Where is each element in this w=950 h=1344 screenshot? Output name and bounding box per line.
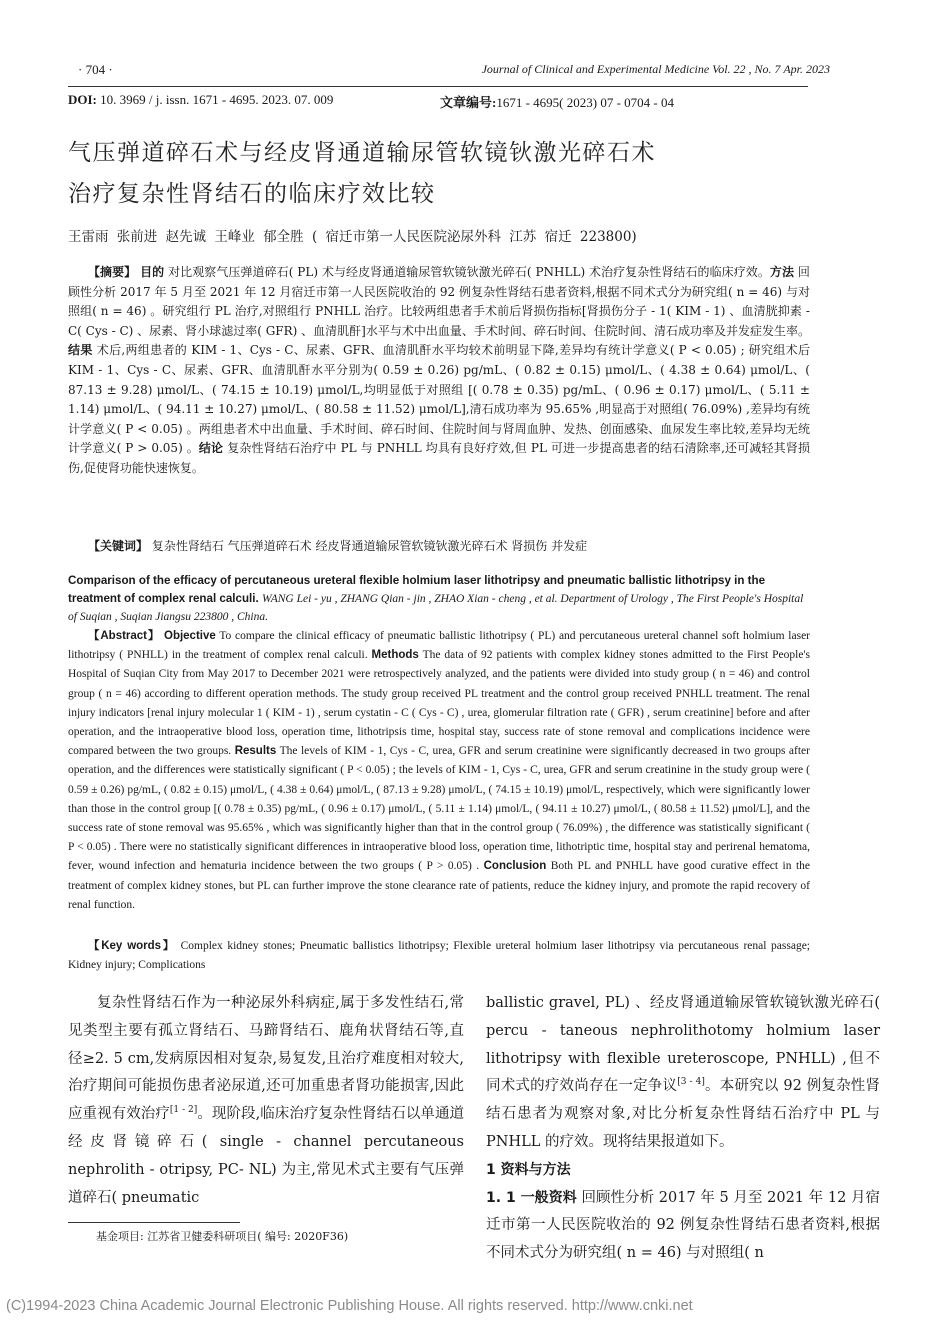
- running-header: [68, 62, 830, 84]
- copyright-watermark: (C)1994-2023 China Academic Journal Electronic Publishing House. All rights reserved. http://www.cnki.net: [6, 1298, 693, 1314]
- subsection-label: 1. 1 一般资料: [486, 1189, 577, 1206]
- body-paragraph-2-cont: [486, 995, 880, 1150]
- doi-label: DOI:: [68, 92, 97, 107]
- doi-line: [68, 92, 828, 108]
- en-objective-text: To compare the clinical efficacy of pneumatic ballistic lithotripsy ( PL) and percutaneous ureteral channel soft holmium laser lithotripsy ( PNHLL) in the treatment of complex renal calculi.: [68, 630, 810, 662]
- chinese-abstract: [68, 263, 810, 479]
- cn-results-text: 术后,两组患者的 KIM - 1、Cys - C、尿素、GFR、血清肌酐水平均较术前明显下降,差异均有统计学意义( P < 0.05) ; 研究组术后 KIM - 1、Cys - C、尿素、GFR、血清肌酐水平分别为( 0.59 ± 0.26) pg/mL、( 0.82 ± 0.15) μmol/L、( 4.38 ± 0.64) μmol/L、( 87.13 ± 9.28) μmol/L、( 74.15 ± 10.19) μmol/L,均明显低于对照组 [( 0.78 ± 0.35) pg/mL、( 0.96 ± 0.17) μmol/L、( 5.11 ± 1.14) μmol/L、( 94.11 ± 10.27) μmol/L、( 80.58 ± 11.52) μmol/L],清石成功率为 95.65% ,明显高于对照组( 76.09%) ,差异均有统计学意义( P < 0.05) 。两组患者术中出血量、手术时间、碎石时间、住院时间与肾周血肿、发热、创面感染、血尿发生率比较,差异均无统计学意义( P > 0.05) 。: [68, 343, 810, 456]
- citation-ref-1-2[interactable]: [1 - 2]: [169, 1105, 198, 1116]
- en-methods-label: Methods: [371, 649, 419, 662]
- en-keywords-text: Complex kidney stones; Pneumatic ballistics lithotripsy; Flexible ureteral holmium laser lithotripsy via percutaneous renal passage; Kidney injury; Complications: [68, 940, 810, 972]
- cn-conclusion-text: 复杂性肾结石治疗中 PL 与 PNHLL 均具有良好疗效,但 PL 可进一步提高患者的结石清除率,还可减轻其肾损伤,促使肾功能快速恢复。: [68, 441, 810, 475]
- subsection-text: 回顾性分析 2017 年 5 月至 2021 年 12 月宿迁市第一人民医院收治的 92 例复杂性肾结石患者资料,根据不同术式分为研究组( n = 46) 与对照组( n: [486, 1189, 880, 1262]
- english-title-text: Comparison of the efficacy of percutaneous ureteral flexible holmium laser lithotripsy and pneumatic ballistic lithotripsy in the treatment of complex renal calculi.: [68, 574, 766, 605]
- cn-abstract-label: 【摘要】: [88, 265, 137, 279]
- en-keywords-label: 【Key words】: [88, 940, 176, 952]
- en-results-text: The levels of KIM - 1, Cys - C, urea, GFR and serum creatinine were significantly decreased in two groups after operation, and the differences were statistically significant ( P < 0.05) ; the levels of KIM - 1, Cys - C, urea, GFR and serum creatinine in the study group were ( 0.59 ± 0.26) pg/mL, ( 0.82 ± 0.15) μmol/L, ( 4.38 ± 0.64) μmol/L, ( 87.13 ± 9.28) μmol/L, ( 74.15 ± 10.19) μmol/L, respectively, which were significantly lower than those in the control group [( 0.78 ± 0.35) pg/mL, ( 0.96 ± 0.17) μmol/L, ( 5.11 ± 1.14) μmol/L, ( 94.11 ± 10.27) μmol/L, ( 80.58 ± 11.52) μmol/L], and the success rate of stone removal was 95.65% , which was significantly higher than that in the control group ( 76.09%) , the difference was statistically significant ( P < 0.05) . There were no statistically significant differences in intraoperative blood loss, operation time, lithotriptic time, hospital stay and perirenal hematoma, fever, wound infection and hematuria incidence between the two groups ( P > 0.05) .: [68, 745, 810, 873]
- body-paragraph-1-end: 。: [197, 1106, 212, 1123]
- citation-ref-3-4[interactable]: [3 - 4]: [677, 1077, 705, 1088]
- cn-conclusion-label: 结论: [198, 441, 224, 456]
- body-paragraph-2-cont-text: ballistic gravel, PL) 、经皮肾通道输尿管软镜钬激光碎石( percu - taneous nephrolithotomy holmium laser lithotripsy with flexible ureteroscope, PNHLL) ,但不同术式的疗效尚存在一定争议: [486, 995, 880, 1095]
- chinese-keywords: [68, 537, 810, 557]
- doi-value[interactable]: 10. 3969 / j. issn. 1671 - 4695. 2023. 07. 009: [100, 92, 334, 107]
- cn-objective-text: 对比观察气压弹道碎石( PL) 术与经皮肾通道输尿管软镜钬激光碎石( PNHLL) 术治疗复杂性肾结石的临床疗效。: [168, 265, 770, 279]
- article-number-label: 文章编号:: [440, 95, 497, 110]
- body-left-column: [68, 990, 464, 1212]
- author-list: 王雷雨 张前进 赵先诚 王峰业 郁全胜 ( 宿迁市第一人民医院泌尿外科 江苏 宿迁 223800): [68, 229, 637, 245]
- english-title: [68, 572, 810, 626]
- article-number: [440, 92, 674, 111]
- body-right-column: [486, 990, 880, 1268]
- funding-footnote: 基金项目: 江苏省卫健委科研项目( 编号: 2020F36): [96, 1230, 349, 1243]
- cn-keywords-text: 复杂性肾结石 气压弹道碎石术 经皮肾通道输尿管软镜钬激光碎石术 肾损伤 并发症: [151, 539, 588, 553]
- cn-methods-label: 方法: [769, 265, 795, 279]
- en-methods-text: The data of 92 patients with complex kidney stones admitted to the First People's Hospital of Suqian City from May 2017 to December 2021 were retrospectively analyzed, and the patients were divided into study group ( n = 46) and control group ( n = 46) according to different operation methods. The study group received PL treatment and the control group received PNHLL treatment. The renal injury indicators [renal injury molecular 1 ( KIM - 1) , serum cystatin - C ( Cys - C) , urea, glomerular filtration rate ( GFR) , serum creatinine] before and after operation, and the intraoperative blood loss, operation time, lithotripsis time, hospital stay, success rate of stone removal and complications incidence were compared between the two groups.: [68, 649, 810, 758]
- cn-results-label: 结果: [68, 343, 93, 358]
- body-paragraph-2-text: 现阶段,临床治疗复杂性肾结石以单通道经皮肾镜碎石( single - channel percutaneous nephrolith - otripsy, PC- NL) 为主,常见术式主要有气压弹道碎石( pneumatic: [68, 1106, 465, 1206]
- page-number: · 704 ·: [78, 62, 113, 77]
- en-conclusion-text: Both PL and PNHLL have good curative effect in the treatment of complex kidney stones, but PL can further improve the stone clearance rate of patients, reduce the kidney injury, and promote the rapid recovery of renal function.: [68, 860, 811, 911]
- body-paragraph-1-text: 复杂性肾结石作为一种泌尿外科病症,属于多发性结石,常见类型主要有孤立肾结石、马蹄肾结石、鹿角状肾结石等,直径≥2. 5 cm,发病原因相对复杂,易复发,且治疗难度相对较大,治疗期间可能损伤患者泌尿道,还可加重患者肾功能损害,因此应重视有效治疗: [68, 995, 464, 1123]
- en-conclusion-label: Conclusion: [483, 860, 547, 873]
- english-authors: WANG Lei - yu , ZHANG Qian - jin , ZHAO Xian - cheng , et al. Department of Urology , The First People's Hospital of Suqian , Suqian Jiangsu 223800 , China.: [68, 593, 804, 623]
- english-abstract: [68, 627, 810, 915]
- article-number-value: 1671 - 4695( 2023) 07 - 0704 - 04: [496, 95, 674, 110]
- body-paragraph-1: [68, 990, 464, 1212]
- cn-objective-label: 目的: [140, 265, 165, 279]
- en-objective-label: Objective: [164, 630, 216, 642]
- footnote-rule: [68, 1222, 240, 1223]
- en-results-label: Results: [234, 745, 277, 758]
- title-line-2: 治疗复杂性肾结石的临床疗效比较: [68, 181, 436, 207]
- english-keywords: [68, 937, 810, 975]
- cn-keywords-label: 【关键词】: [88, 539, 149, 553]
- section-heading: 1 资料与方法: [486, 1161, 571, 1178]
- body-paragraph-2-cont-end: 。本研究以 92 例复杂性肾结石患者为观察对象,对比分析复杂性肾结石治疗中 PL 与 PNHLL 的疗效。现将结果报道如下。: [486, 1078, 880, 1150]
- subsection-paragraph: [486, 1185, 880, 1268]
- title-line-1: 气压弹道碎石术与经皮肾通道输尿管软镜钬激光碎石术: [68, 140, 656, 166]
- journal-citation: Journal of Clinical and Experimental Medicine Vol. 22 , No. 7 Apr. 2023: [481, 62, 830, 76]
- header-rule: [68, 86, 808, 87]
- cn-methods-text: 回顾性分析 2017 年 5 月至 2021 年 12 月宿迁市第一人民医院收治的 92 例复杂性肾结石患者资料,根据不同术式分为研究组( n = 46) 与对照组( n = 46) 。研究组行 PL 治疗,对照组行 PNHLL 治疗。比较两组患者手术前后肾损伤指标[肾损伤分子 - 1( KIM - 1) 、血清胱抑素 - C( Cys - C) 、尿素、肾小球滤过率( GFR) 、血清肌酐]水平与术中出血量、手术时间、碎石时间、住院时间、清石成功率及并发症发生率。: [68, 265, 810, 338]
- en-abstract-label: 【Abstract】: [88, 630, 161, 642]
